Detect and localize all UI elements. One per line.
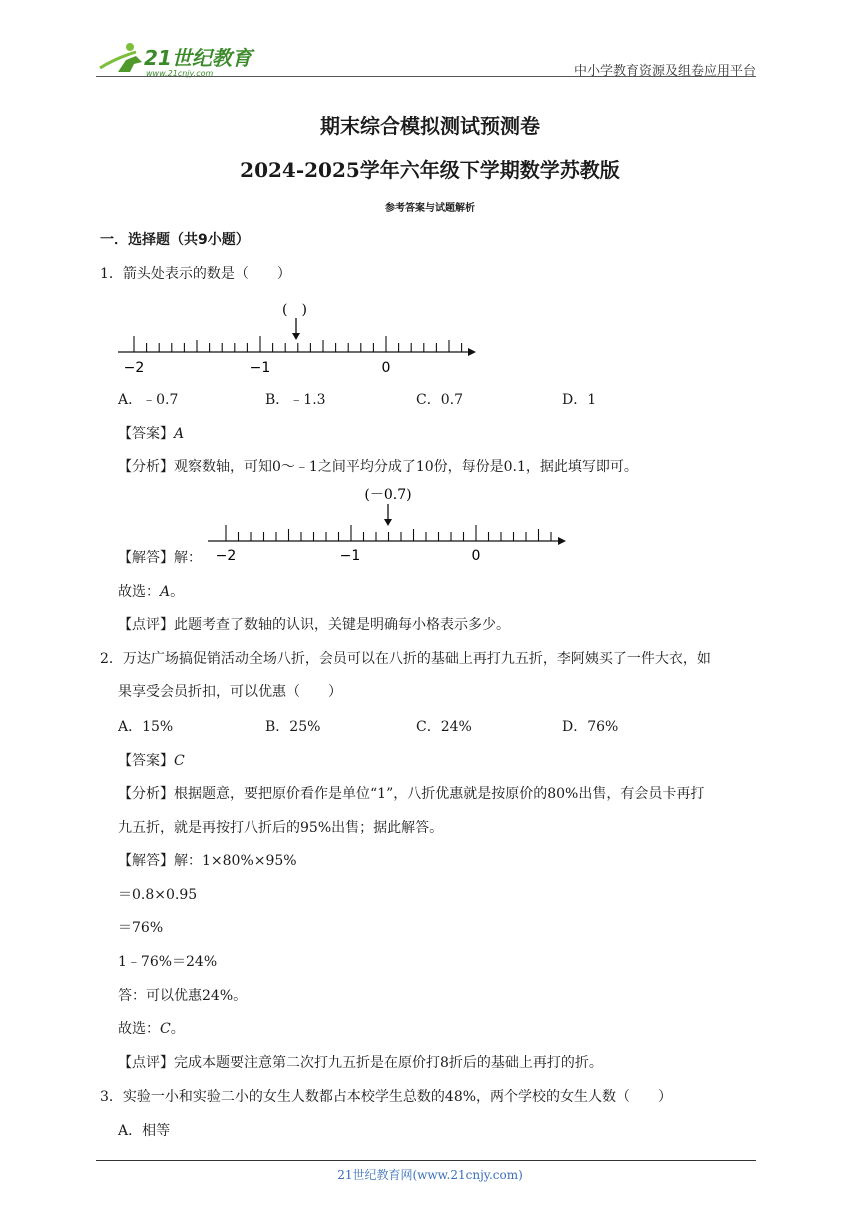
site-logo bbox=[96, 38, 266, 80]
q2-analysis-text1: 根据题意，要把原价看作是单位“1”，八折优惠就是按原价的80%出售，有会员卡再打 bbox=[174, 786, 705, 802]
q1-stem: 1．箭头处表示的数是（ ） bbox=[100, 266, 291, 282]
q2-answer-tag: 【答案】 bbox=[118, 753, 174, 769]
q1-option-d[interactable]: D．1 bbox=[562, 392, 597, 408]
q1-choose-prefix: 故选： bbox=[118, 584, 160, 600]
q1-number-line bbox=[112, 290, 492, 376]
q2-comment bbox=[118, 1052, 603, 1072]
q1-solution-number-line bbox=[200, 482, 580, 564]
q2-choose-value: C bbox=[160, 1021, 171, 1037]
q1-choose bbox=[118, 581, 184, 601]
runner-icon bbox=[100, 43, 142, 72]
header-divider bbox=[96, 76, 756, 77]
q3-option-a[interactable]: A．相等 bbox=[118, 1123, 171, 1139]
q2-option-b[interactable]: B．25% bbox=[265, 719, 321, 735]
q1-label-0: 0 bbox=[381, 360, 391, 376]
q2-comment-text: 完成本题要注意第二次打九五折是在原价打8折后的基础上再打的折。 bbox=[174, 1055, 603, 1071]
q1-arrow-head bbox=[292, 333, 300, 340]
q1-sol-label-neg2: −2 bbox=[215, 548, 237, 564]
q1-choose-suffix: 。 bbox=[170, 584, 185, 600]
q2-choose-prefix: 故选： bbox=[118, 1021, 160, 1037]
doc-subtitle: 参考答案与试题解析 bbox=[385, 203, 475, 214]
q2-step2: ＝76% bbox=[118, 920, 164, 936]
q2-step4: 答：可以优惠24%。 bbox=[118, 988, 248, 1004]
q2-option-d[interactable]: D．76% bbox=[562, 719, 619, 735]
q1-answer bbox=[118, 423, 184, 443]
q1-marked-value: (－0.7) bbox=[364, 487, 412, 503]
q2-analysis-line2: 九五折，就是再按打八折后的95%出售；据此解答。 bbox=[118, 820, 444, 836]
q2-answer bbox=[118, 750, 185, 770]
q3-stem: 3．实验一小和实验二小的女生人数都占本校学生总数的48%，两个学校的女生人数（ ） bbox=[100, 1089, 673, 1105]
q1-comment-tag: 【点评】 bbox=[118, 617, 174, 633]
q1-comment-text: 此题考查了数轴的认识，关键是明确每小格表示多少。 bbox=[174, 617, 510, 633]
q2-choose bbox=[118, 1018, 185, 1038]
q1-analysis bbox=[118, 456, 638, 476]
q2-stem-line1: 2．万达广场搞促销活动全场八折，会员可以在八折的基础上再打九五折，李阿姨买了一件大衣，如 bbox=[100, 651, 711, 667]
section-heading: 一．选择题（共9小题） bbox=[100, 232, 250, 248]
q2-step3: 1﹣76%＝24% bbox=[118, 954, 218, 970]
q1-sol-ticks bbox=[226, 525, 551, 541]
q2-option-a[interactable]: A．15% bbox=[118, 719, 174, 735]
q2-option-c[interactable]: C．24% bbox=[416, 719, 472, 735]
q2-answer-value: C bbox=[174, 753, 185, 769]
q1-label-neg1: −1 bbox=[249, 360, 271, 376]
q1-option-a[interactable]: A．﹣0.7 bbox=[118, 392, 179, 408]
q1-comment bbox=[118, 614, 510, 634]
q1-solution-text: 解： bbox=[174, 550, 202, 566]
q1-sol-label-neg1: −1 bbox=[339, 548, 361, 564]
q2-choose-suffix: 。 bbox=[170, 1021, 185, 1037]
footer-text[interactable]: 21世纪教育网(www.21cnjy.com) bbox=[337, 1168, 523, 1182]
q1-sol-label-0: 0 bbox=[471, 548, 481, 564]
q2-solution-tag: 【解答】 bbox=[118, 853, 174, 869]
q1-option-b[interactable]: B．﹣1.3 bbox=[265, 392, 326, 408]
q1-label-neg2: −2 bbox=[123, 360, 145, 376]
footer-divider bbox=[96, 1160, 756, 1161]
doc-title: 期末综合模拟测试预测卷 bbox=[320, 114, 540, 138]
q1-axis-arrow bbox=[468, 348, 476, 356]
q1-answer-value: A bbox=[174, 426, 185, 442]
q1-analysis-text: 观察数轴，可知0～﹣1之间平均分成了10份，每份是0.1，据此填写即可。 bbox=[174, 459, 638, 475]
q1-ticks bbox=[134, 336, 462, 352]
q2-step1: ＝0.8×0.95 bbox=[118, 887, 198, 903]
q1-sol-arrow-head bbox=[384, 519, 392, 526]
q1-solution bbox=[118, 547, 202, 567]
q2-stem-line2: 果享受会员折扣，可以优惠（ ） bbox=[118, 684, 342, 700]
q2-analysis-tag: 【分析】 bbox=[118, 786, 174, 802]
q2-comment-tag: 【点评】 bbox=[118, 1055, 174, 1071]
logo-text: 21世纪教育 bbox=[144, 46, 252, 70]
q1-answer-tag: 【答案】 bbox=[118, 426, 174, 442]
q1-solution-tag: 【解答】 bbox=[118, 550, 174, 566]
doc-title-2: 2024-2025学年六年级下学期数学苏教版 bbox=[240, 158, 620, 182]
header-platform-text: 中小学教育资源及组卷应用平台 bbox=[573, 64, 756, 79]
q1-option-c[interactable]: C．0.7 bbox=[416, 392, 463, 408]
q2-solution-text: 解：1×80%×95% bbox=[174, 853, 297, 869]
q1-choose-value: A bbox=[160, 584, 171, 600]
logo-url: www.21cnjy.com bbox=[146, 69, 214, 78]
q1-sol-axis-arrow bbox=[558, 537, 566, 545]
q2-solution bbox=[118, 850, 297, 870]
q2-analysis-line1 bbox=[118, 783, 704, 803]
q1-blank: ( ) bbox=[282, 302, 307, 318]
q1-analysis-tag: 【分析】 bbox=[118, 459, 174, 475]
